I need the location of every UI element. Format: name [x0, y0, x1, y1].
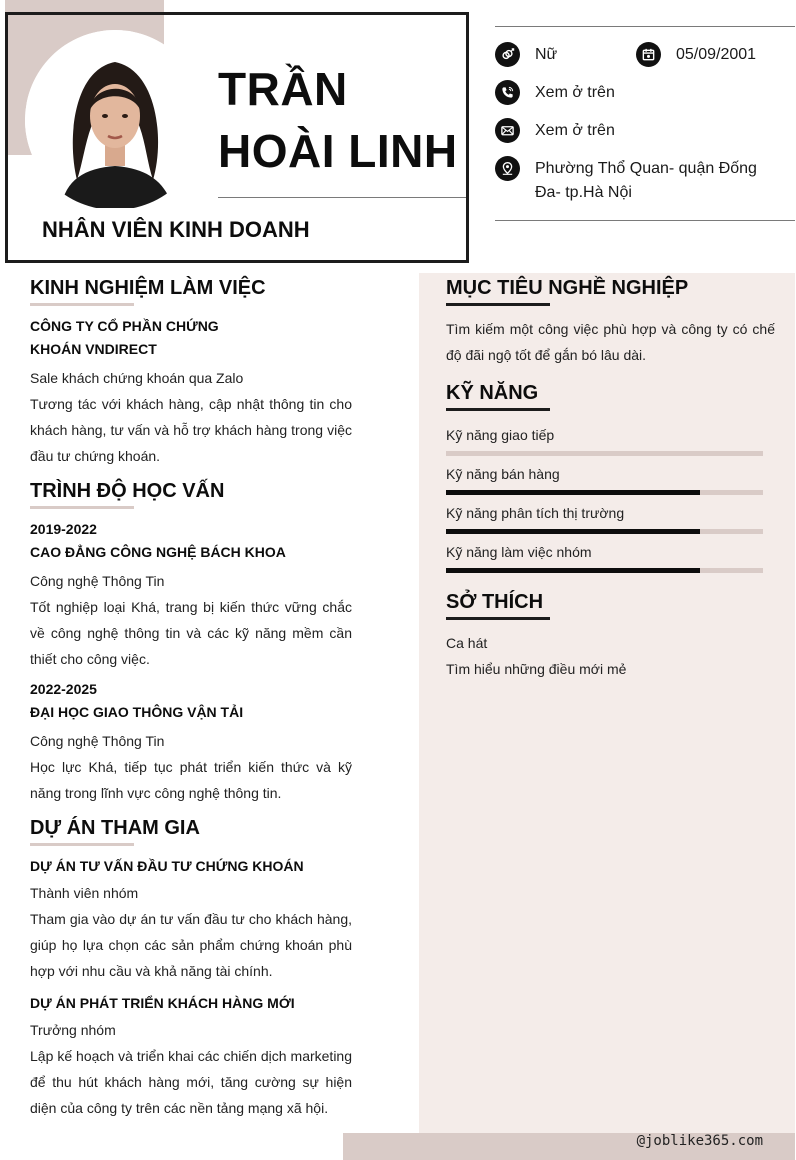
projects-title: DỰ ÁN THAM GIA — [30, 817, 200, 839]
education-title: TRÌNH ĐỘ HỌC VẤN — [30, 480, 225, 502]
education-period: 2019-2022 — [30, 521, 97, 537]
gender-icon — [495, 42, 520, 67]
skill-label: Kỹ năng phân tích thị trường — [446, 505, 625, 521]
skill-bar-fill — [446, 490, 700, 495]
skill-label: Kỹ năng bán hàng — [446, 466, 560, 482]
contact-address — [495, 156, 765, 205]
calendar-icon — [636, 42, 661, 67]
hobbies-list — [446, 630, 766, 682]
address-value: Phường Thổ Quan- quận Đống Đa- tp.Hà Nội — [535, 160, 757, 201]
email-value: Xem ở trên — [535, 122, 615, 139]
objective-title-underline — [446, 303, 550, 306]
project-name: DỰ ÁN PHÁT TRIỂN KHÁCH HÀNG MỚI — [30, 995, 295, 1011]
contact-gender — [495, 42, 557, 67]
experience-position: Sale khách chứng khoán qua Zalo — [30, 370, 244, 386]
experience-description: Tương tác với khách hàng, cập nhật thông tin cho khách hàng, tư vấn và hỗ trợ khách hàng trong việc đầu tư chứng khoán. — [30, 396, 352, 464]
contact-phone — [495, 80, 615, 105]
skill-bar-fill — [446, 568, 700, 573]
education-school: ĐẠI HỌC GIAO THÔNG VẬN TẢI — [30, 704, 244, 720]
skill-item — [446, 426, 763, 456]
education-description: Tốt nghiệp loại Khá, trang bị kiến thức vững chắc về công nghệ thông tin và các kỹ năng mềm cần thiết cho công việc. — [30, 599, 352, 667]
project-role: Thành viên nhóm — [30, 885, 139, 901]
contact-email — [495, 118, 615, 143]
education-period: 2022-2025 — [30, 681, 97, 697]
phone-value: Xem ở trên — [535, 84, 615, 101]
name-line-1: TRẦN — [218, 63, 348, 115]
right-sidebar — [419, 273, 795, 1160]
birthday-value: 05/09/2001 — [676, 46, 757, 63]
experience-title: KINH NGHIỆM LÀM VIỆC — [30, 277, 266, 299]
project-entry-2 — [30, 992, 352, 1121]
project-name: DỰ ÁN TƯ VẤN ĐẦU TƯ CHỨNG KHOÁN — [30, 858, 304, 874]
skill-bar — [446, 529, 763, 534]
education-major: Công nghệ Thông Tin — [30, 573, 165, 589]
skill-bar — [446, 490, 763, 495]
education-major: Công nghệ Thông Tin — [30, 733, 165, 749]
phone-icon — [495, 80, 520, 105]
contact-bottom-divider — [495, 220, 795, 221]
skills-title-underline — [446, 408, 550, 411]
hobby-item: Tìm hiểu những điều mới mẻ — [446, 661, 627, 677]
hobbies-title: SỞ THÍCH — [446, 591, 544, 613]
gender-value: Nữ — [535, 46, 558, 63]
footer-watermark: @joblike365.com — [636, 1133, 763, 1149]
location-icon — [495, 156, 520, 181]
skill-bar — [446, 568, 763, 573]
education-title-underline — [30, 506, 134, 509]
skill-bar — [446, 451, 763, 456]
name-line-2: HOÀI LINH — [218, 125, 458, 177]
project-entry-1 — [30, 855, 352, 984]
objective-title: MỤC TIÊU NGHỀ NGHIỆP — [446, 277, 689, 299]
skill-label: Kỹ năng làm việc nhóm — [446, 544, 592, 560]
job-title: NHÂN VIÊN KINH DOANH — [42, 217, 310, 242]
education-description: Học lực Khá, tiếp tục phát triển kiến thức và kỹ năng trong lĩnh vực công nghệ thông tin. — [30, 759, 352, 801]
full-name — [218, 58, 458, 182]
project-description: Tham gia vào dự án tư vấn đầu tư cho khách hàng, giúp họ lựa chọn các sản phẩm chứng khoán phù hợp với nhu cầu và khả năng tài chính. — [30, 911, 352, 979]
projects-title-underline — [30, 843, 134, 846]
objective-text: Tìm kiếm một công việc phù hợp và công ty có chế độ đãi ngộ tốt để gắn bó lâu dài. — [446, 321, 775, 363]
experience-company: CÔNG TY CỔ PHẦN CHỨNG KHOÁN VNDIRECT — [30, 318, 219, 357]
profile-photo — [25, 30, 205, 210]
contact-birthday — [636, 42, 756, 67]
education-entry-1 — [30, 518, 352, 672]
name-divider — [218, 197, 466, 198]
experience-entry — [30, 315, 352, 469]
skill-item — [446, 543, 763, 573]
skills-title: KỸ NĂNG — [446, 382, 539, 404]
skill-bar-fill — [446, 529, 700, 534]
education-entry-2 — [30, 678, 352, 806]
project-role: Trưởng nhóm — [30, 1022, 116, 1038]
project-description: Lập kế hoạch và triển khai các chiến dịch marketing để thu hút khách hàng mới, tăng cường sự hiện diện của công ty trên các nền tảng mạng xã hội. — [30, 1048, 352, 1116]
experience-title-underline — [30, 303, 134, 306]
education-school: CAO ĐẲNG CÔNG NGHỆ BÁCH KHOA — [30, 544, 286, 560]
hobby-item: Ca hát — [446, 635, 488, 651]
email-icon — [495, 118, 520, 143]
skill-item — [446, 465, 763, 495]
skill-item — [446, 504, 763, 534]
hobbies-title-underline — [446, 617, 550, 620]
skill-label: Kỹ năng giao tiếp — [446, 427, 555, 443]
contact-top-divider — [495, 26, 795, 27]
